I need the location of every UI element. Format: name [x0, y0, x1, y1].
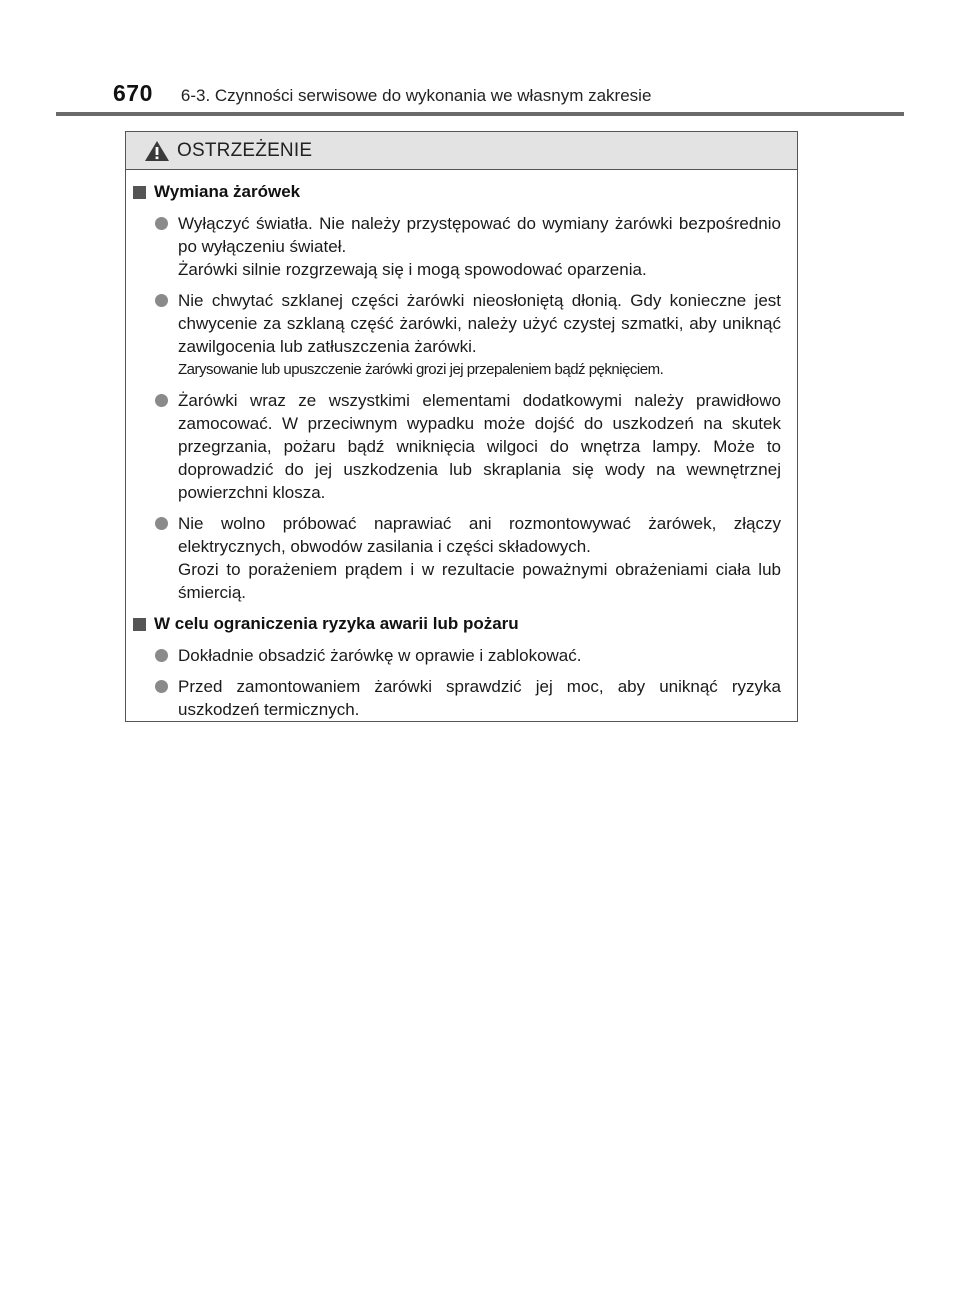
- list-item: [155, 675, 781, 721]
- warning-body: [126, 170, 797, 721]
- paragraph: Przed zamontowaniem żarówki sprawdzić jej moc, aby uniknąć ryzyka uszkodzeń termicznych.: [178, 677, 781, 719]
- paragraph: Nie wolno próbować naprawiać ani rozmontowywać żarówek, złączy elektrycznych, obwodów zasilania i części składowych.: [178, 514, 781, 556]
- list-item: [155, 289, 781, 381]
- paragraph: Wyłączyć światła. Nie należy przystępować do wymiany żarówki bezpośrednio po wyłączeniu świateł.: [178, 214, 781, 256]
- round-bullet-icon: [155, 217, 168, 230]
- list-item: [155, 644, 781, 667]
- warning-triangle-icon: [144, 140, 170, 162]
- square-bullet-icon: [133, 186, 146, 199]
- page-number: 670: [113, 80, 153, 106]
- list-item: [155, 212, 781, 281]
- round-bullet-icon: [155, 680, 168, 693]
- paragraph: Grozi to porażeniem prądem i w rezultacie poważnymi obrażeniami ciała lub śmiercią.: [178, 560, 781, 602]
- paragraph: Dokładnie obsadzić żarówkę w oprawie i zablokować.: [178, 646, 582, 665]
- square-bullet-icon: [133, 618, 146, 631]
- warning-header: [126, 132, 797, 170]
- list-item: [155, 389, 781, 504]
- list-item-text: [178, 212, 781, 281]
- warning-box: [125, 131, 798, 722]
- paragraph: Żarówki wraz ze wszystkimi elementami dodatkowymi należy prawidłowo zamocować. W przeciwnym wypadku może dojść do uszkodzeń na skutek przegrzania, pożaru bądź wniknięcia wilgoci do wnętrza lampy. Może to doprowadzić do jej uszkodzenia lub skraplania się wody na wewnętrznej powierzchni klosza.: [178, 391, 781, 502]
- list-item-text: [178, 675, 781, 721]
- section-heading: [133, 180, 781, 204]
- section-heading-text: Wymiana żarówek: [154, 182, 301, 201]
- round-bullet-icon: [155, 517, 168, 530]
- list-item-text: [178, 644, 781, 667]
- list-item-text: [178, 389, 781, 504]
- header-divider: [56, 112, 904, 116]
- paragraph: Zarysowanie lub upuszczenie żarówki grozi jej przepaleniem bądź pęknięciem.: [178, 361, 664, 378]
- round-bullet-icon: [155, 394, 168, 407]
- list-item-text: [178, 289, 781, 381]
- paragraph: Żarówki silnie rozgrzewają się i mogą spowodować oparzenia.: [178, 260, 647, 279]
- section-heading-text: W celu ograniczenia ryzyka awarii lub pożaru: [154, 614, 519, 633]
- list-item: [155, 512, 781, 604]
- list-item-text: [178, 512, 781, 604]
- section-title: 6-3. Czynności serwisowe do wykonania we własnym zakresie: [180, 86, 652, 105]
- warning-title: OSTRZEŻENIE: [177, 139, 313, 161]
- round-bullet-icon: [155, 294, 168, 307]
- page-header: [113, 80, 651, 110]
- round-bullet-icon: [155, 649, 168, 662]
- section-heading: [133, 612, 781, 636]
- paragraph: Nie chwytać szklanej części żarówki nieosłoniętą dłonią. Gdy konieczne jest chwycenie za szklaną część żarówki, należy użyć czystej szmatki, aby uniknąć zawilgocenia lub zatłuszczenia żarówki.: [178, 291, 781, 356]
